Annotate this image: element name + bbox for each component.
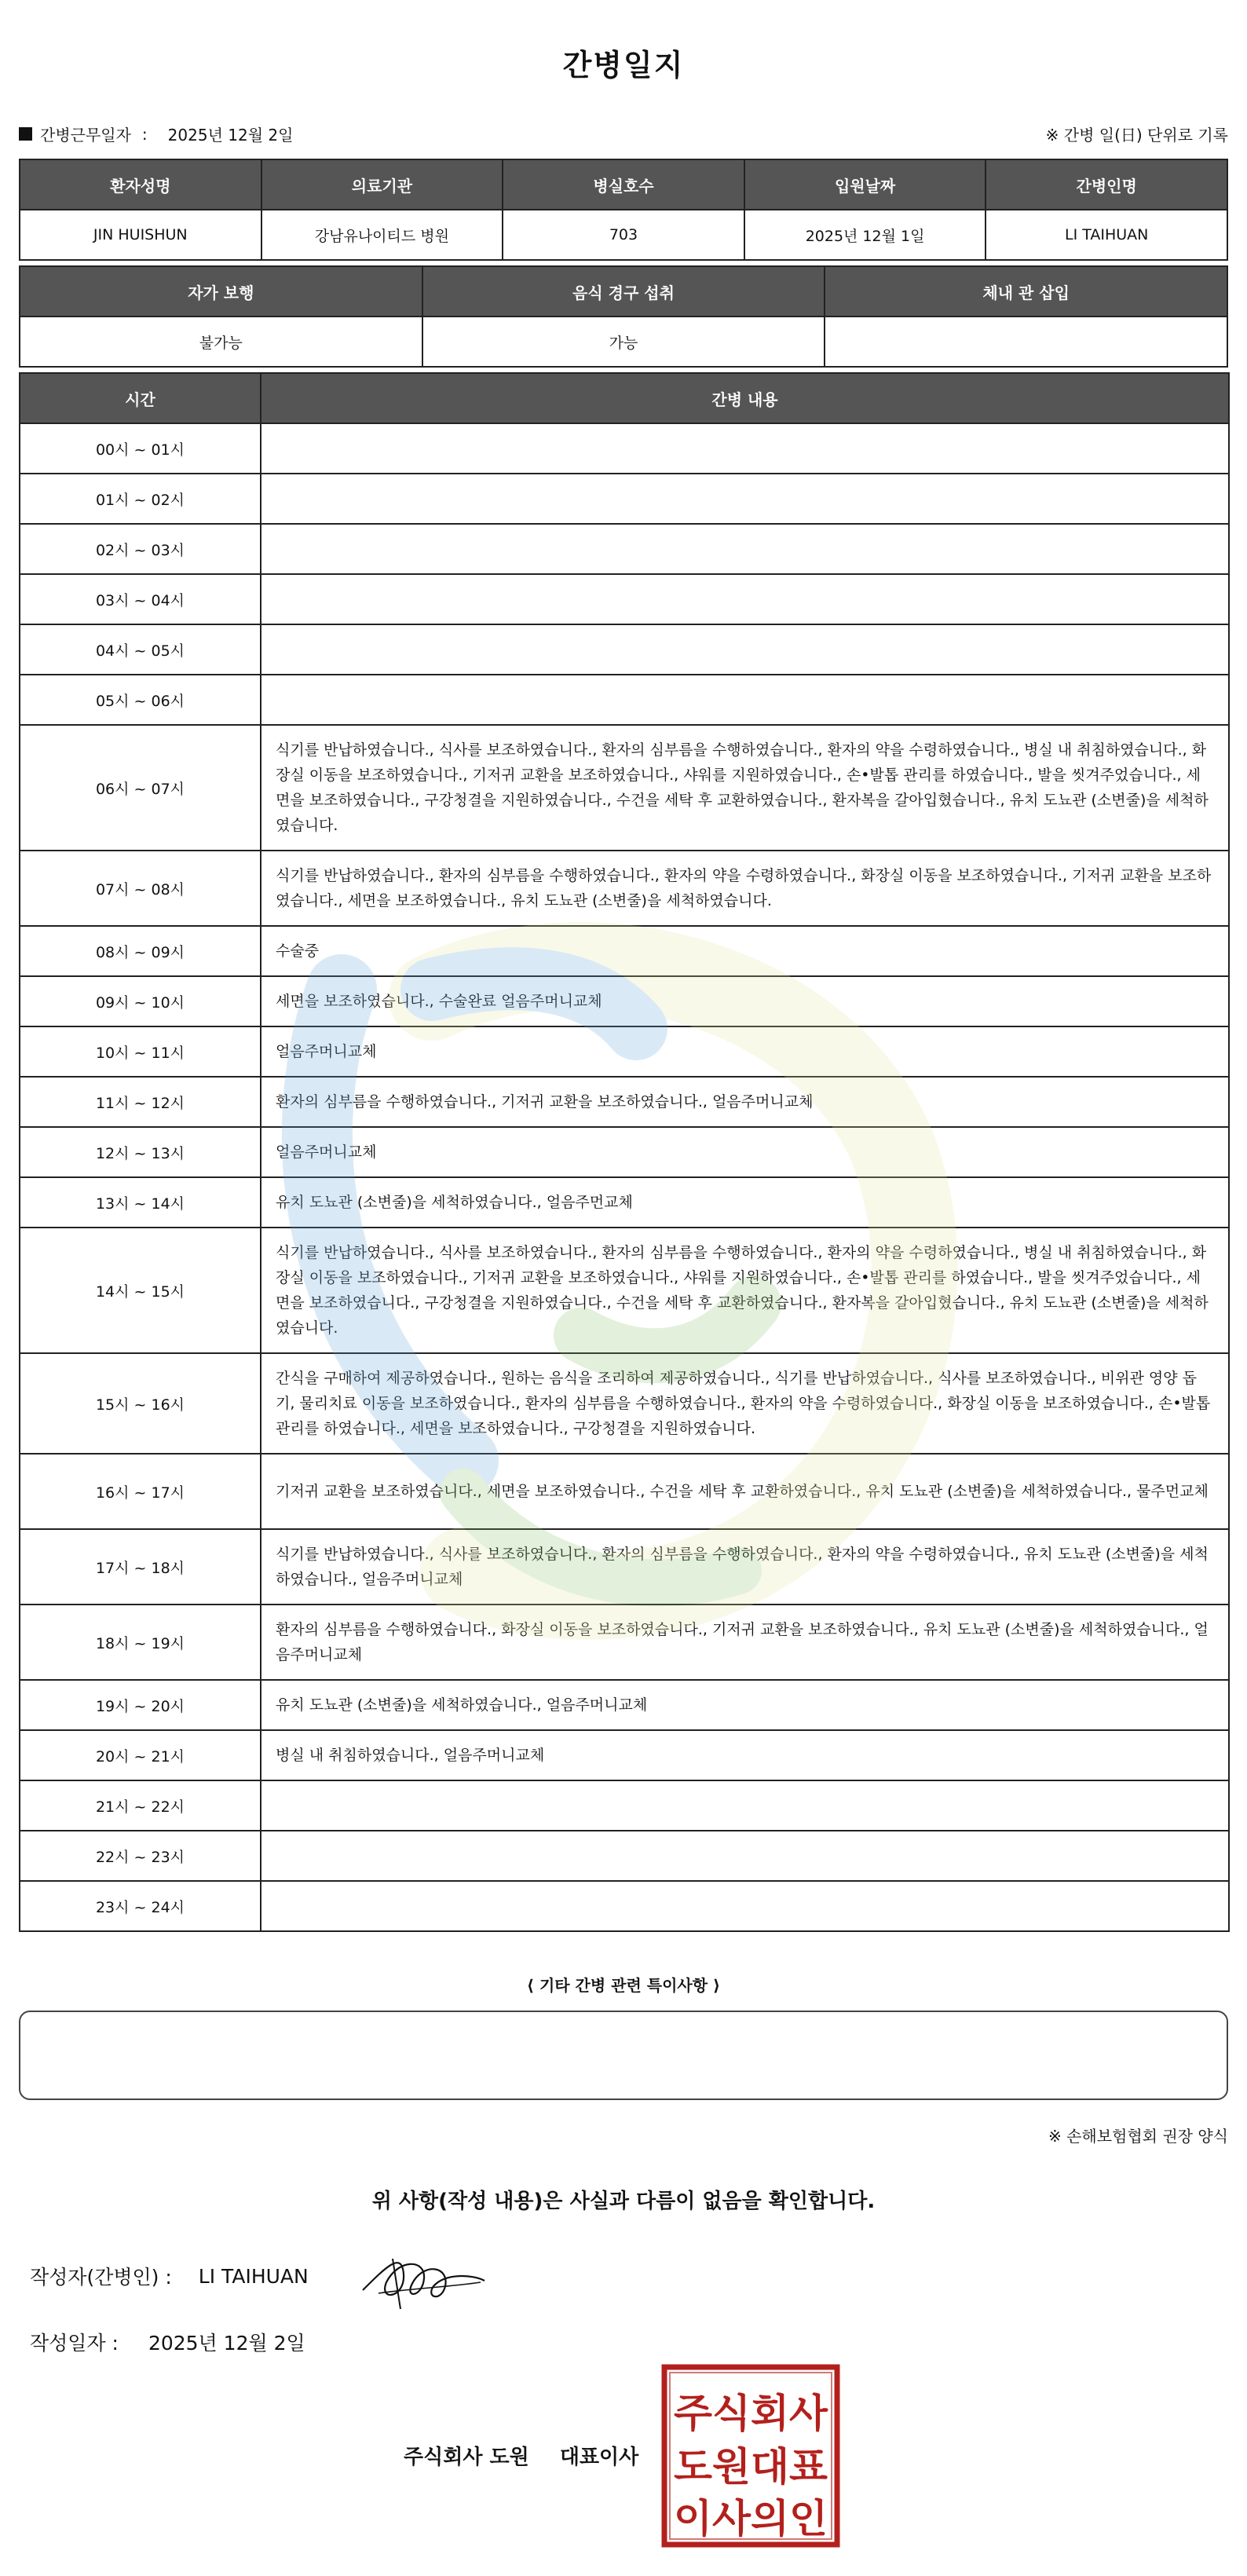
- svg-text:도원대표: 도원대표: [674, 2444, 828, 2490]
- time-slot-cell: 21시 ~ 22시: [20, 1780, 261, 1831]
- patient-info-value-row: [20, 210, 1227, 260]
- table-row: [20, 926, 1229, 976]
- time-slot-cell: 23시 ~ 24시: [20, 1881, 261, 1931]
- care-content-cell: [261, 1881, 1229, 1931]
- time-slot-cell: 14시 ~ 15시: [20, 1228, 261, 1353]
- header-admit-date: 입원날짜: [744, 159, 986, 210]
- care-content-cell: 간식을 구매하여 제공하였습니다., 원하는 음식을 조리하여 제공하였습니다., 식기를 반납하였습니다., 식사를 보조하였습니다., 비위관 영양 돕기, 물리치료 이동을 보조하였습니다., 환자의 심부름을 수행하였습니다., 환자의 약을 수령하였습니다., 화장실 이동을 보조하였습니다., 손•발톱 관리를 하였습니다., 세면을 보조하였습니다., 구강청결을 지원하였습니다.: [261, 1353, 1229, 1454]
- table-row: [20, 474, 1229, 524]
- company-role: 대표이사: [559, 2446, 639, 2469]
- time-slot-cell: 15시 ~ 16시: [20, 1353, 261, 1454]
- care-content-cell: [261, 1831, 1229, 1881]
- care-content-cell: 유치 도뇨관 (소변줄)을 세척하였습니다., 얼음주머니교체: [261, 1680, 1229, 1730]
- writer-label: 작성자(간병인) :: [30, 2266, 172, 2289]
- square-bullet-icon: [19, 127, 32, 141]
- time-slot-cell: 19시 ~ 20시: [20, 1680, 261, 1730]
- notes-box: [19, 2011, 1228, 2100]
- time-slot-cell: 22시 ~ 23시: [20, 1831, 261, 1881]
- signature-icon: [355, 2243, 488, 2314]
- time-slot-cell: 12시 ~ 13시: [20, 1127, 261, 1177]
- care-content-cell: 환자의 심부름을 수행하였습니다., 화장실 이동을 보조하였습니다., 기저귀 교환을 보조하였습니다., 유치 도뇨관 (소변줄)을 세척하였습니다., 얼음주머니교체: [261, 1605, 1229, 1680]
- meta-row: [19, 123, 1228, 151]
- care-content-cell: 얼음주머니교체: [261, 1026, 1229, 1077]
- company-signoff: [404, 2441, 638, 2470]
- writer-name: LI TAIHUAN: [198, 2264, 309, 2288]
- care-content-cell: [261, 574, 1229, 624]
- time-slot-cell: 01시 ~ 02시: [20, 474, 261, 524]
- patient-status-value-row: [20, 317, 1227, 367]
- care-content-cell: [261, 624, 1229, 675]
- patient-info-table: [19, 159, 1228, 261]
- document-title: 간병일지: [562, 48, 685, 82]
- company-seal-icon: [661, 2364, 840, 2548]
- patient-status-header-row: [20, 266, 1227, 317]
- time-slot-cell: 03시 ~ 04시: [20, 574, 261, 624]
- time-slot-cell: 05시 ~ 06시: [20, 675, 261, 725]
- table-row: [20, 1780, 1229, 1831]
- header-oral-intake: 음식 경구 섭취: [422, 266, 825, 317]
- table-row: [20, 423, 1229, 474]
- care-content-cell: 수술중: [261, 926, 1229, 976]
- table-row: [20, 1077, 1229, 1127]
- work-date-separator: :: [141, 124, 148, 144]
- patient-info-header-row: [20, 159, 1227, 210]
- care-content-cell: [261, 1780, 1229, 1831]
- tube-insertion-value: [825, 317, 1227, 367]
- time-slot-cell: 18시 ~ 19시: [20, 1605, 261, 1680]
- table-row: [20, 1730, 1229, 1780]
- time-slot-cell: 07시 ~ 08시: [20, 851, 261, 926]
- table-row: [20, 524, 1229, 574]
- header-time: 시간: [20, 373, 261, 423]
- table-row: [20, 574, 1229, 624]
- confirmation-statement: 위 사항(작성 내용)은 사실과 다름이 없음을 확인합니다.: [371, 2190, 876, 2213]
- care-content-cell: 환자의 심부름을 수행하였습니다., 기저귀 교환을 보조하였습니다., 얼음주머니교체: [261, 1077, 1229, 1127]
- recommended-form-note: ※ 손해보험협회 권장 양식: [1048, 2127, 1228, 2146]
- hospital-value: 강남유나이티드 병원: [261, 210, 503, 260]
- table-row: [20, 1529, 1229, 1605]
- time-slot-cell: 04시 ~ 05시: [20, 624, 261, 675]
- time-slot-cell: 00시 ~ 01시: [20, 423, 261, 474]
- table-row: [20, 675, 1229, 725]
- admit-date-value: 2025년 12월 1일: [744, 210, 986, 260]
- time-slot-cell: 02시 ~ 03시: [20, 524, 261, 574]
- time-slot-cell: 10시 ~ 11시: [20, 1026, 261, 1077]
- time-slot-cell: 20시 ~ 21시: [20, 1730, 261, 1780]
- time-slot-cell: 09시 ~ 10시: [20, 976, 261, 1026]
- care-content-cell: 병실 내 취침하였습니다., 얼음주머니교체: [261, 1730, 1229, 1780]
- care-content-cell: 식기를 반납하였습니다., 환자의 심부름을 수행하였습니다., 환자의 약을 수령하였습니다., 화장실 이동을 보조하였습니다., 기저귀 교환을 보조하였습니다., 세면을 보조하였습니다., 유치 도뇨관 (소변줄)을 세척하였습니다.: [261, 851, 1229, 926]
- time-slot-cell: 13시 ~ 14시: [20, 1177, 261, 1228]
- time-slot-cell: 16시 ~ 17시: [20, 1454, 261, 1529]
- table-row: [20, 1177, 1229, 1228]
- table-row: [20, 976, 1229, 1026]
- svg-text:주식회사: 주식회사: [674, 2391, 828, 2436]
- care-content-cell: 얼음주머니교체: [261, 1127, 1229, 1177]
- header-caregiver: 간병인명: [986, 159, 1227, 210]
- table-row: [20, 1881, 1229, 1931]
- care-content-cell: [261, 423, 1229, 474]
- time-slot-cell: 08시 ~ 09시: [20, 926, 261, 976]
- table-row: [20, 1680, 1229, 1730]
- patient-status-table: [19, 265, 1228, 368]
- write-date-value: 2025년 12월 2일: [148, 2332, 305, 2355]
- work-date-block: [19, 123, 293, 145]
- table-row: [20, 1026, 1229, 1077]
- table-row: [20, 1605, 1229, 1680]
- write-date-row: [30, 2328, 305, 2356]
- header-care-content: 간병 내용: [261, 373, 1229, 423]
- care-content-cell: 식기를 반납하였습니다., 식사를 보조하였습니다., 환자의 심부름을 수행하였습니다., 환자의 약을 수령하였습니다., 유치 도뇨관 (소변줄)을 세척하였습니다., 얼음주머니교체: [261, 1529, 1229, 1605]
- care-content-cell: 기저귀 교환을 보조하였습니다., 세면을 보조하였습니다., 수건을 세탁 후 교환하였습니다., 유치 도뇨관 (소변줄)을 세척하였습니다., 물주먼교체: [261, 1454, 1229, 1529]
- caregiver-value: LI TAIHUAN: [986, 210, 1227, 260]
- table-row: [20, 624, 1229, 675]
- table-row: [20, 1454, 1229, 1529]
- time-slot-cell: 11시 ~ 12시: [20, 1077, 261, 1127]
- header-patient-name: 환자성명: [20, 159, 261, 210]
- notes-title: ⟨ 기타 간병 관련 특이사항 ⟩: [526, 1976, 721, 1995]
- time-slot-cell: 17시 ~ 18시: [20, 1529, 261, 1605]
- care-log-header-row: [20, 373, 1229, 423]
- table-row: [20, 1831, 1229, 1881]
- svg-text:이사의인: 이사의인: [674, 2496, 828, 2541]
- care-content-cell: 식기를 반납하였습니다., 식사를 보조하였습니다., 환자의 심부름을 수행하였습니다., 환자의 약을 수령하였습니다., 병실 내 취침하였습니다., 화장실 이동을 보조하였습니다., 기저귀 교환을 보조하였습니다., 샤워를 지원하였습니다., 손•발톱 관리를 하였습니다., 발을 씻겨주었습니다., 세면을 보조하였습니다., 구강청결을 지원하였습니다., 수건을 세탁 후 교환하였습니다., 환자복을 갈아입혔습니다., 유치 도뇨관 (소변줄)을 세척하였습니다.: [261, 1228, 1229, 1353]
- table-row: [20, 1127, 1229, 1177]
- record-unit-note: ※ 간병 일(日) 단위로 기록: [1045, 126, 1228, 145]
- work-date-label: 간병근무일자: [40, 126, 131, 145]
- header-room: 병실호수: [503, 159, 744, 210]
- company-name: 주식회사 도원: [404, 2446, 529, 2469]
- care-content-cell: 식기를 반납하였습니다., 식사를 보조하였습니다., 환자의 심부름을 수행하였습니다., 환자의 약을 수령하였습니다., 병실 내 취침하였습니다., 화장실 이동을 보조하였습니다., 기저귀 교환을 보조하였습니다., 샤워를 지원하였습니다., 손•발톱 관리를 하였습니다., 발을 씻겨주었습니다., 세면을 보조하였습니다., 구강청결을 지원하였습니다., 수건을 세탁 후 교환하였습니다., 환자복을 갈아입혔습니다., 유치 도뇨관 (소변줄)을 세척하였습니다.: [261, 725, 1229, 851]
- writer-row: [30, 2262, 309, 2290]
- self-walking-value: 불가능: [20, 317, 422, 367]
- patient-name-value: JIN HUISHUN: [20, 210, 261, 260]
- table-row: [20, 1353, 1229, 1454]
- care-content-cell: [261, 524, 1229, 574]
- table-row: [20, 1228, 1229, 1353]
- header-self-walking: 자가 보행: [20, 266, 422, 317]
- care-log-body: [20, 423, 1229, 1931]
- time-slot-cell: 06시 ~ 07시: [20, 725, 261, 851]
- care-log-table: [19, 372, 1230, 1932]
- care-content-cell: 세면을 보조하였습니다., 수술완료 얼음주머니교체: [261, 976, 1229, 1026]
- table-row: [20, 851, 1229, 926]
- work-date-value: 2025년 12월 2일: [167, 126, 294, 145]
- room-value: 703: [503, 210, 744, 260]
- header-tube-insertion: 체내 관 삽입: [825, 266, 1227, 317]
- write-date-label: 작성일자 :: [30, 2332, 119, 2355]
- table-row: [20, 725, 1229, 851]
- oral-intake-value: 가능: [422, 317, 825, 367]
- care-content-cell: [261, 474, 1229, 524]
- header-hospital: 의료기관: [261, 159, 503, 210]
- care-content-cell: [261, 675, 1229, 725]
- care-content-cell: 유치 도뇨관 (소변줄)을 세척하였습니다., 얼음주먼교체: [261, 1177, 1229, 1228]
